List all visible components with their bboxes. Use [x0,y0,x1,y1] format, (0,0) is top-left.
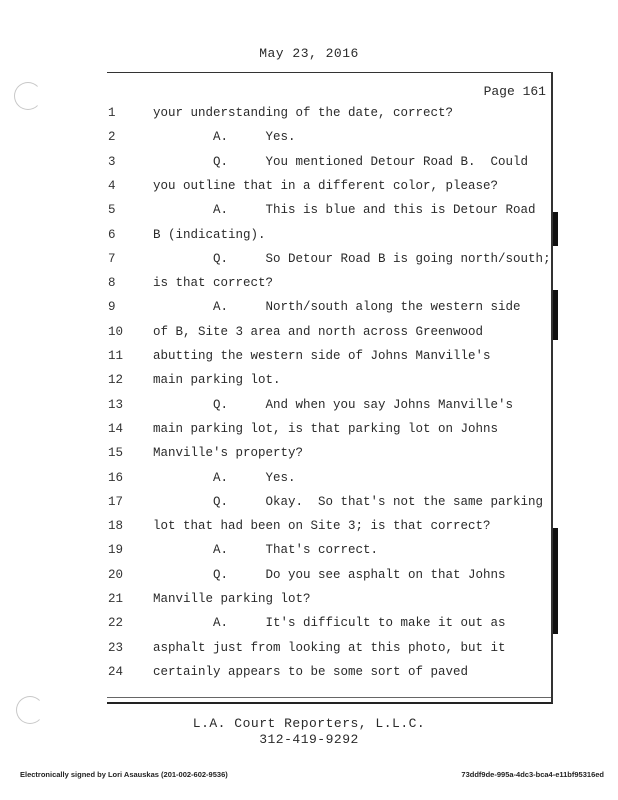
transcript-line [0,566,618,584]
line-text: Manville's property? [153,446,304,461]
line-number: 5 [108,203,116,218]
line-text: of B, Site 3 area and north across Greenwood [153,324,484,339]
line-text: A. This is blue and this is Detour Road [153,203,536,218]
transcript-line [0,201,618,219]
court-reporter-phone: 312-419-9292 [259,732,359,747]
line-number: 20 [108,567,124,582]
transcript-line [0,396,618,414]
line-number: 14 [108,421,124,436]
transcript-line [0,541,618,559]
page-number: Page 161 [483,84,546,99]
line-text: Q. And when you say Johns Manville's [153,397,514,412]
electronic-signature: Electronically signed by Lori Asauskas (201-002-602-9536) [20,770,228,779]
transcript-line [0,517,618,535]
line-text: your understanding of the date, correct? [153,106,454,120]
line-text: A. It's difficult to make it out as [153,616,506,631]
line-number: 9 [108,300,116,315]
frame-inner-rule [107,697,551,698]
line-text: B (indicating). [153,227,266,242]
line-number: 4 [108,178,116,193]
line-text: is that correct? [153,276,274,291]
line-number: 16 [108,470,124,485]
line-text: A. Yes. [153,470,296,485]
line-text: A. North/south along the western side [153,300,521,315]
line-text: main parking lot, is that parking lot on Johns [153,421,499,436]
document-hash: 73ddf9de-995a-4dc3-bca4-e11bf95316ed [461,770,604,779]
transcript-line [0,323,618,341]
court-reporter-name: L.A. Court Reporters, L.L.C. [192,716,426,731]
transcript-line [0,614,618,632]
line-number: 8 [108,276,116,291]
line-number: 24 [108,664,124,679]
line-text: Q. So Detour Road B is going north/south; [153,251,551,266]
transcript-line [0,469,618,487]
line-text: you outline that in a different color, please? [153,178,499,193]
transcript-date: May 23, 2016 [259,46,359,61]
line-number: 18 [108,519,124,534]
transcript-line [0,274,618,292]
transcript-line [0,153,618,171]
line-number: 12 [108,373,124,388]
transcript-line [0,250,618,268]
line-number: 6 [108,227,116,242]
line-number: 10 [108,324,124,339]
transcript-line [0,226,618,244]
line-text: abutting the western side of Johns Manville's [153,349,491,363]
line-text: Q. Do you see asphalt on that Johns [153,567,506,582]
line-number: 21 [108,592,124,606]
transcript-line [0,371,618,389]
line-number: 22 [108,616,124,631]
line-number: 15 [108,446,124,461]
line-number: 17 [108,494,124,509]
line-number: 13 [108,397,124,412]
transcript-line [0,347,618,365]
transcript-line [0,128,618,146]
transcript-line [0,420,618,438]
line-text: Q. You mentioned Detour Road B. Could [153,154,529,169]
transcript-line [0,177,618,195]
line-number: 3 [108,154,116,169]
transcript-line [0,104,618,122]
line-text: main parking lot. [153,373,281,388]
line-number: 11 [108,349,124,363]
line-text: A. Yes. [153,130,296,145]
transcript-line [0,298,618,316]
line-number: 19 [108,543,124,558]
line-text: A. That's correct. [153,543,379,558]
transcript-line [0,493,618,511]
transcript-line [0,663,618,681]
line-text: lot that had been on Site 3; is that correct? [153,519,491,534]
line-text: certainly appears to be some sort of paved [153,664,469,679]
line-text: asphalt just from looking at this photo, but it [153,640,506,655]
transcript-line [0,639,618,657]
line-number: 7 [108,251,116,266]
line-number: 1 [108,106,116,120]
transcript-line [0,444,618,462]
line-text: Q. Okay. So that's not the same parking [153,494,544,509]
transcript-line [0,590,618,608]
line-text: Manville parking lot? [153,592,311,606]
line-number: 23 [108,640,124,655]
line-number: 2 [108,130,116,145]
